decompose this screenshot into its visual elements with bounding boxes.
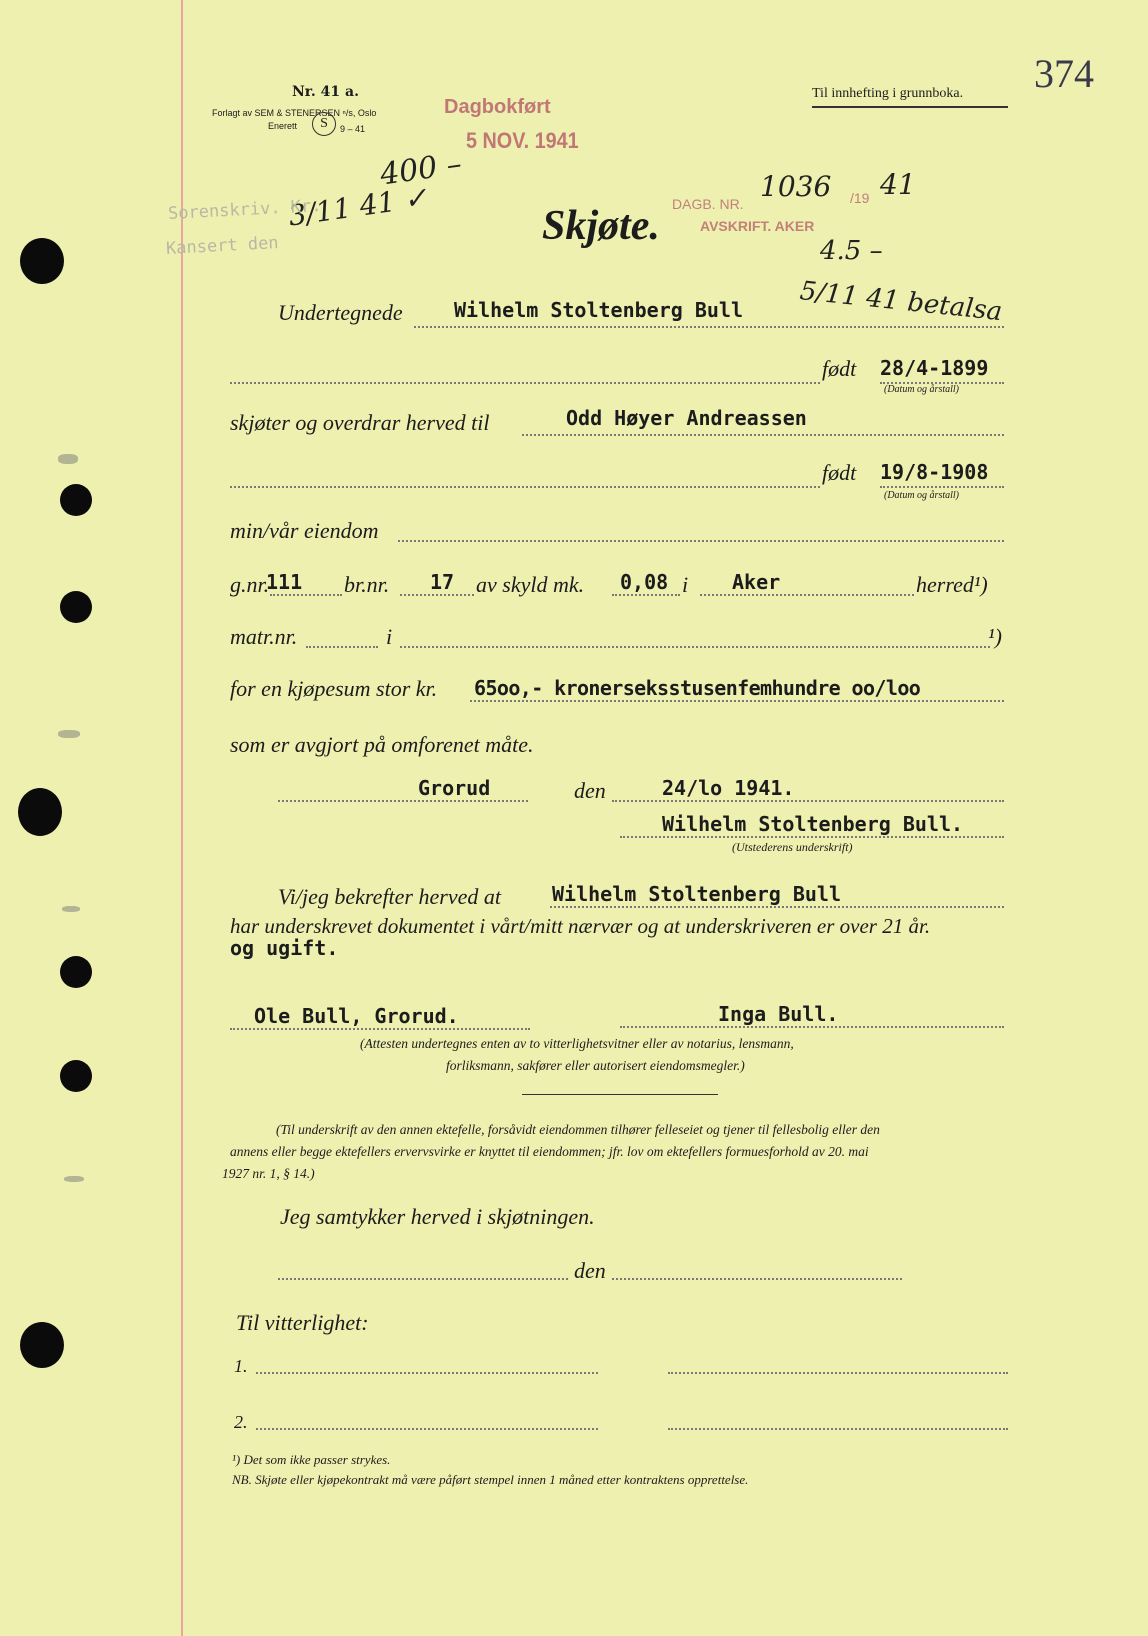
smudge xyxy=(64,1176,84,1182)
dagb-year-prefix: /19 xyxy=(850,190,870,206)
page-number: 374 xyxy=(1034,51,1094,96)
dagb-number: 1036 xyxy=(760,170,832,203)
handwritten-note: 400 – xyxy=(377,146,464,193)
signature-name: Wilhelm Stoltenberg Bull. xyxy=(662,812,964,836)
dotted-line xyxy=(550,906,1004,908)
gnr-label: g.nr. xyxy=(230,572,270,597)
dotted-line xyxy=(398,540,1004,542)
vitterlighet-label: Til vitterlighet: xyxy=(236,1310,369,1335)
dotted-line xyxy=(278,800,528,802)
witness-second: Inga Bull. xyxy=(718,1002,839,1026)
binder-hole xyxy=(20,1322,64,1368)
dotted-line xyxy=(612,1278,902,1280)
dotted-line xyxy=(470,700,1004,702)
dotted-line xyxy=(230,1028,530,1030)
smudge xyxy=(58,730,80,738)
binder-hole xyxy=(60,484,92,516)
dotted-line xyxy=(620,1026,1004,1028)
brnr-value: 17 xyxy=(430,570,455,594)
dotted-line xyxy=(668,1372,1008,1374)
binder-hole xyxy=(60,956,92,988)
consent-den: den xyxy=(574,1258,606,1283)
matr-i-label: i xyxy=(386,624,393,649)
logged-stamp: Dagbokført xyxy=(444,96,551,118)
publisher-date: 9 – 41 xyxy=(340,124,366,134)
dotted-line xyxy=(400,594,474,596)
dotted-line xyxy=(270,594,342,596)
faded-stamp: Kansert den xyxy=(165,233,280,259)
witness-addition: og ugift. xyxy=(230,936,339,960)
dotted-line xyxy=(612,800,1004,802)
skyld-label: av skyld mk. xyxy=(476,572,585,597)
spouse-note: annens eller begge ektefellers ervervsvirke er knyttet til eiendommen; jfr. lov om ektefellers formuesforhold av 20. mai xyxy=(230,1144,869,1159)
dotted-line xyxy=(230,382,820,384)
smudge xyxy=(58,454,78,464)
smudge xyxy=(62,906,80,912)
seller-label: Undertegnede xyxy=(278,300,403,325)
deed-date: 24/lo 1941. xyxy=(662,776,795,800)
transfer-label: skjøter og overdrar herved til xyxy=(230,410,490,435)
dotted-line xyxy=(230,486,820,488)
matr-label: matr.nr. xyxy=(230,624,298,649)
witness-note: (Attesten undertegnes enten av to vitterlighetsvitner eller av notarius, lensmann, xyxy=(360,1036,794,1051)
signature-caption: (Utstederens underskrift) xyxy=(732,840,853,854)
witness-first: Ole Bull, Grorud. xyxy=(254,1004,459,1028)
dotted-line xyxy=(522,434,1004,436)
dagb-stamp-label: DAGB. NR. xyxy=(672,196,744,212)
place: Grorud xyxy=(418,776,491,800)
binder-hole xyxy=(60,591,92,623)
municipality: Aker xyxy=(732,570,781,594)
dotted-line xyxy=(306,646,378,648)
handwritten-note: 4.5 – xyxy=(820,236,883,266)
settled-text: som er avgjort på omforenet måte. xyxy=(230,732,534,757)
witness-subject: Wilhelm Stoltenberg Bull xyxy=(552,882,841,906)
dotted-line xyxy=(668,1428,1008,1430)
dotted-line xyxy=(700,594,914,596)
seller-birth-date: 28/4-1899 xyxy=(880,356,989,380)
dotted-line xyxy=(612,594,680,596)
handwritten-note: 5/11 41 betalsa xyxy=(798,276,1004,328)
date-hint: (Datum og årstall) xyxy=(884,384,959,395)
den-label: den xyxy=(574,778,606,803)
spouse-note: (Til underskrift av den annen ektefelle, forsåvidt eiendommen tilhører felleseiet og tjener til fellesbolig eller den xyxy=(276,1122,880,1137)
price-label: for en kjøpesum stor kr. xyxy=(230,676,438,701)
skyld-value: 0,08 xyxy=(620,570,669,594)
dotted-line xyxy=(414,326,1004,328)
dotted-line xyxy=(620,836,1004,838)
vitterlighet-one: 1. xyxy=(234,1356,248,1376)
witness-note: forliksmann, sakfører eller autorisert eiendomsmegler.) xyxy=(446,1058,745,1073)
consent-text: Jeg samtykker herved i skjøtningen. xyxy=(280,1204,595,1229)
publisher-logo: S xyxy=(312,112,336,136)
price-value: 65oo,- kronerseksstusenfemhundre oo/loo xyxy=(474,676,921,700)
buyer-birth-label: født xyxy=(822,460,857,485)
binding-note-rule xyxy=(812,106,1008,108)
dagb-year: 41 xyxy=(880,168,916,201)
dotted-line xyxy=(256,1372,598,1374)
brnr-label: br.nr. xyxy=(344,572,390,597)
publisher-line: Forlagt av SEM & STENERSEN ⁿ/s, Oslo xyxy=(212,108,377,118)
page-title: Skjøte. xyxy=(542,203,660,249)
witness-intro: Vi/jeg bekrefter herved at xyxy=(278,884,501,909)
matr-suffix: ¹) xyxy=(988,624,1002,649)
property-label: min/vår eiendom xyxy=(230,518,379,543)
dotted-line xyxy=(256,1428,598,1430)
witness-line: har underskrevet dokumentet i vårt/mitt nærvær og at underskriveren er over 21 år. xyxy=(230,914,931,938)
form-number: Nr. 41 a. xyxy=(292,84,359,100)
dotted-line xyxy=(400,646,990,648)
binder-hole xyxy=(20,238,64,284)
footnote: ¹) Det som ikke passer strykes. xyxy=(232,1452,391,1467)
publisher-enerett: Enerett xyxy=(268,121,298,131)
gnr-value: 111 xyxy=(266,570,303,594)
seller-birth-label: født xyxy=(822,356,857,381)
dotted-line xyxy=(880,486,1004,488)
vitterlighet-two: 2. xyxy=(234,1412,248,1432)
i-label: i xyxy=(682,572,689,597)
faded-stamp: Sorenskriv. Kr. xyxy=(167,195,322,225)
herred-label: herred¹) xyxy=(916,572,988,597)
divider xyxy=(522,1094,718,1095)
logged-date-stamp: 5 NOV. 1941 xyxy=(466,128,579,153)
buyer-birth-date: 19/8-1908 xyxy=(880,460,989,484)
spouse-note: 1927 nr. 1, § 14.) xyxy=(222,1166,315,1181)
date-hint: (Datum og årstall) xyxy=(884,490,959,501)
footnote: NB. Skjøte eller kjøpekontrakt må være påført stempel innen 1 måned etter kontraktens opprettelse. xyxy=(232,1472,749,1487)
handwritten-note: 3/11 41 ✓ xyxy=(286,180,430,233)
seller-name: Wilhelm Stoltenberg Bull xyxy=(454,298,743,322)
buyer-name: Odd Høyer Andreassen xyxy=(566,406,807,430)
binder-hole xyxy=(18,788,62,836)
binding-note: Til innhefting i grunnboka. xyxy=(812,86,964,101)
dotted-line xyxy=(278,1278,568,1280)
copy-stamp: AVSKRIFT. AKER xyxy=(700,218,815,234)
binder-hole xyxy=(60,1060,92,1092)
